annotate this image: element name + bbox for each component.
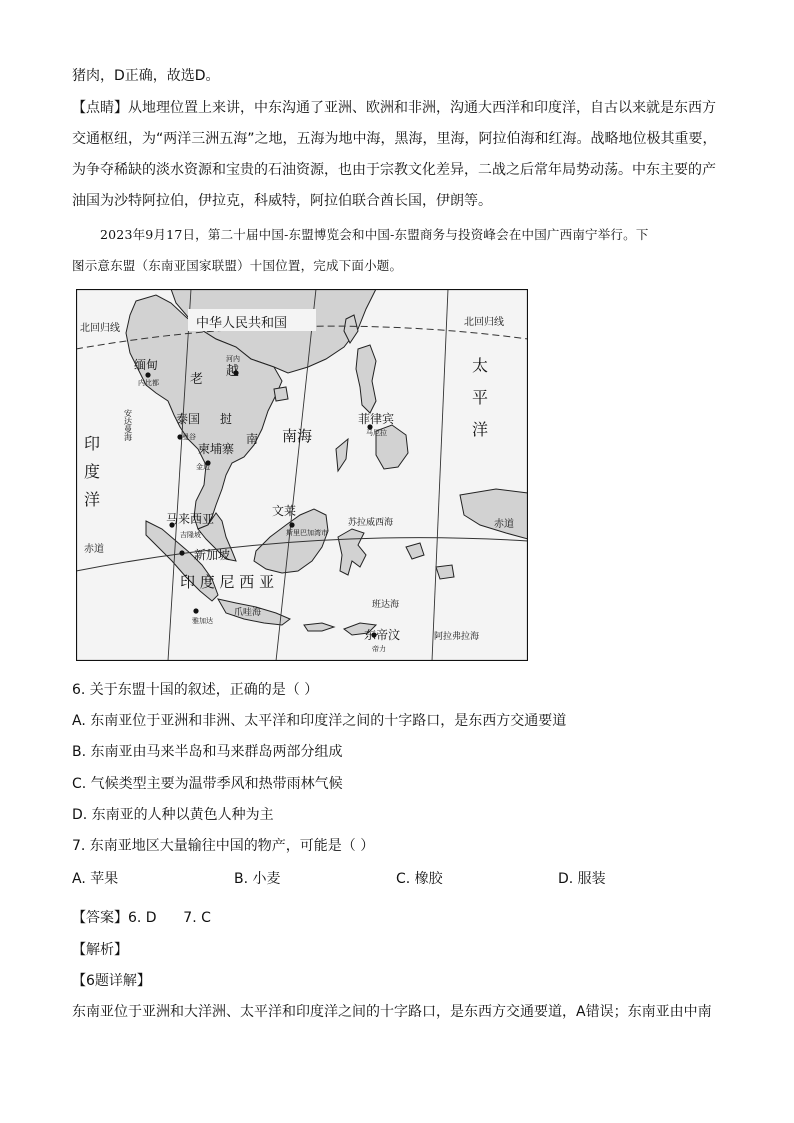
label-manila: 马尼拉 (366, 429, 387, 437)
question-6-option-b: B. 东南亚由马来半岛和马来群岛两部分组成 (72, 744, 343, 760)
question-7-option-b: B. 小麦 (234, 871, 281, 887)
label-singapore: 新加坡 (194, 548, 231, 562)
label-indonesia: 印 度 尼 西 亚 (180, 573, 275, 591)
label-philippines: 菲律宾 (358, 412, 395, 426)
question-6-option-c: C. 气候类型主要为温带季风和热带雨林气候 (72, 776, 343, 792)
line-5: 油国为沙特阿拉伯，伊拉克，科威特，阿拉伯联合酋长国，伊朗等。 (72, 193, 492, 209)
label-arafura: 阿拉弗拉海 (434, 632, 480, 642)
intro-2: 图示意东盟（东南亚国家联盟）十国位置，完成下面小题。 (72, 258, 403, 273)
detail-heading: 【6题详解】 (72, 973, 151, 989)
label-cambodia: 柬埔寨 (198, 442, 235, 456)
label-kl: 吉隆坡 (180, 531, 201, 539)
line-3: 交通枢纽，为“两洋三洲五海”之地，五海为地中海，黑海，里海，阿拉伯海和红海。战略地位极其重要， (72, 131, 717, 147)
label-thailand: 泰国 (176, 412, 201, 426)
label-java-sea: 爪哇海 (234, 608, 262, 618)
label-indian-2: 度 (84, 462, 101, 481)
label-hanoi: 河内 (226, 355, 240, 363)
label-dili: 帝力 (372, 645, 386, 653)
answer-text: 6. D 7. C (128, 910, 211, 926)
label-south-sea: 南海 (282, 427, 313, 445)
label-pacific-2: 平 (472, 388, 489, 407)
label-banda: 班达海 (372, 600, 400, 610)
label-malaysia: 马来西亚 (166, 512, 215, 526)
label-phnompenh: 金边 (196, 463, 210, 471)
label-indian-1: 印 (84, 434, 101, 453)
label-pacific-1: 太 (472, 356, 489, 375)
label-tropic-right: 北回归线 (464, 317, 504, 328)
label-equator-left: 赤道 (84, 544, 104, 555)
label-indian-3: 洋 (84, 490, 101, 509)
label-bsb: 斯里巴加湾市 (286, 529, 328, 537)
label-pacific-3: 洋 (472, 420, 489, 439)
label-tropic-left: 北回归线 (80, 323, 120, 334)
label-laos: 老 (190, 372, 204, 387)
label-myanmar: 缅甸 (134, 358, 159, 372)
label-vietnam-south: 南 (246, 432, 259, 446)
question-6: 6. 关于东盟十国的叙述，正确的是（ ） (72, 682, 319, 698)
label-timor: 东帝汶 (364, 628, 401, 642)
line-2: 【点睛】从地理位置上来讲，中东沟通了亚洲、欧洲和非洲，沟通大西洋和印度洋，自古以来就是东西方 (72, 100, 716, 116)
question-6-option-d: D. 东南亚的人种以黄色人种为主 (72, 807, 274, 823)
answer-line (72, 908, 211, 928)
question-7-option-a: A. 苹果 (72, 871, 119, 887)
question-7: 7. 东南亚地区大量输往中国的物产，可能是（ ） (72, 838, 375, 854)
label-andaman: 安达曼海 (123, 409, 133, 441)
analysis-heading: 【解析】 (72, 942, 128, 958)
asean-map (76, 289, 528, 661)
label-bangkok: 曼谷 (182, 433, 196, 441)
line-4: 为争夺稀缺的淡水资源和宝贵的石油资源，也由于宗教文化差异，二战之后常年局势动荡。中东主要的产 (72, 162, 716, 178)
detail-text: 东南亚位于亚洲和大洋洲、太平洋和印度洋之间的十字路口，是东西方交通要道，A错误；东南亚由中南 (72, 1004, 712, 1020)
line-1: 猪肉，D正确，故选D。 (72, 68, 220, 84)
intro-1: 2023年9月17日，第二十届中国-东盟博览会和中国-东盟商务与投资峰会在中国广西南宁举行。下 (100, 227, 649, 242)
question-7-option-c: C. 橡胶 (396, 871, 443, 887)
label-vietnam: 越 (226, 364, 240, 379)
label-brunei: 文莱 (272, 504, 297, 518)
label-lao-suffix: 挝 (220, 412, 233, 426)
question-6-option-a: A. 东南亚位于亚洲和非洲、太平洋和印度洋之间的十字路口，是东西方交通要道 (72, 713, 567, 729)
question-7-option-d: D. 服装 (558, 871, 606, 887)
label-jakarta: 雅加达 (192, 617, 213, 625)
label-sulawesi-sea: 苏拉威西海 (348, 518, 394, 528)
label-naypyidaw: 内比都 (138, 379, 159, 387)
label-china: 中华人民共和国 (196, 316, 288, 331)
answer-label: 【答案】 (72, 910, 128, 926)
question-7-options (72, 868, 712, 888)
label-equator-right: 赤道 (494, 519, 514, 530)
